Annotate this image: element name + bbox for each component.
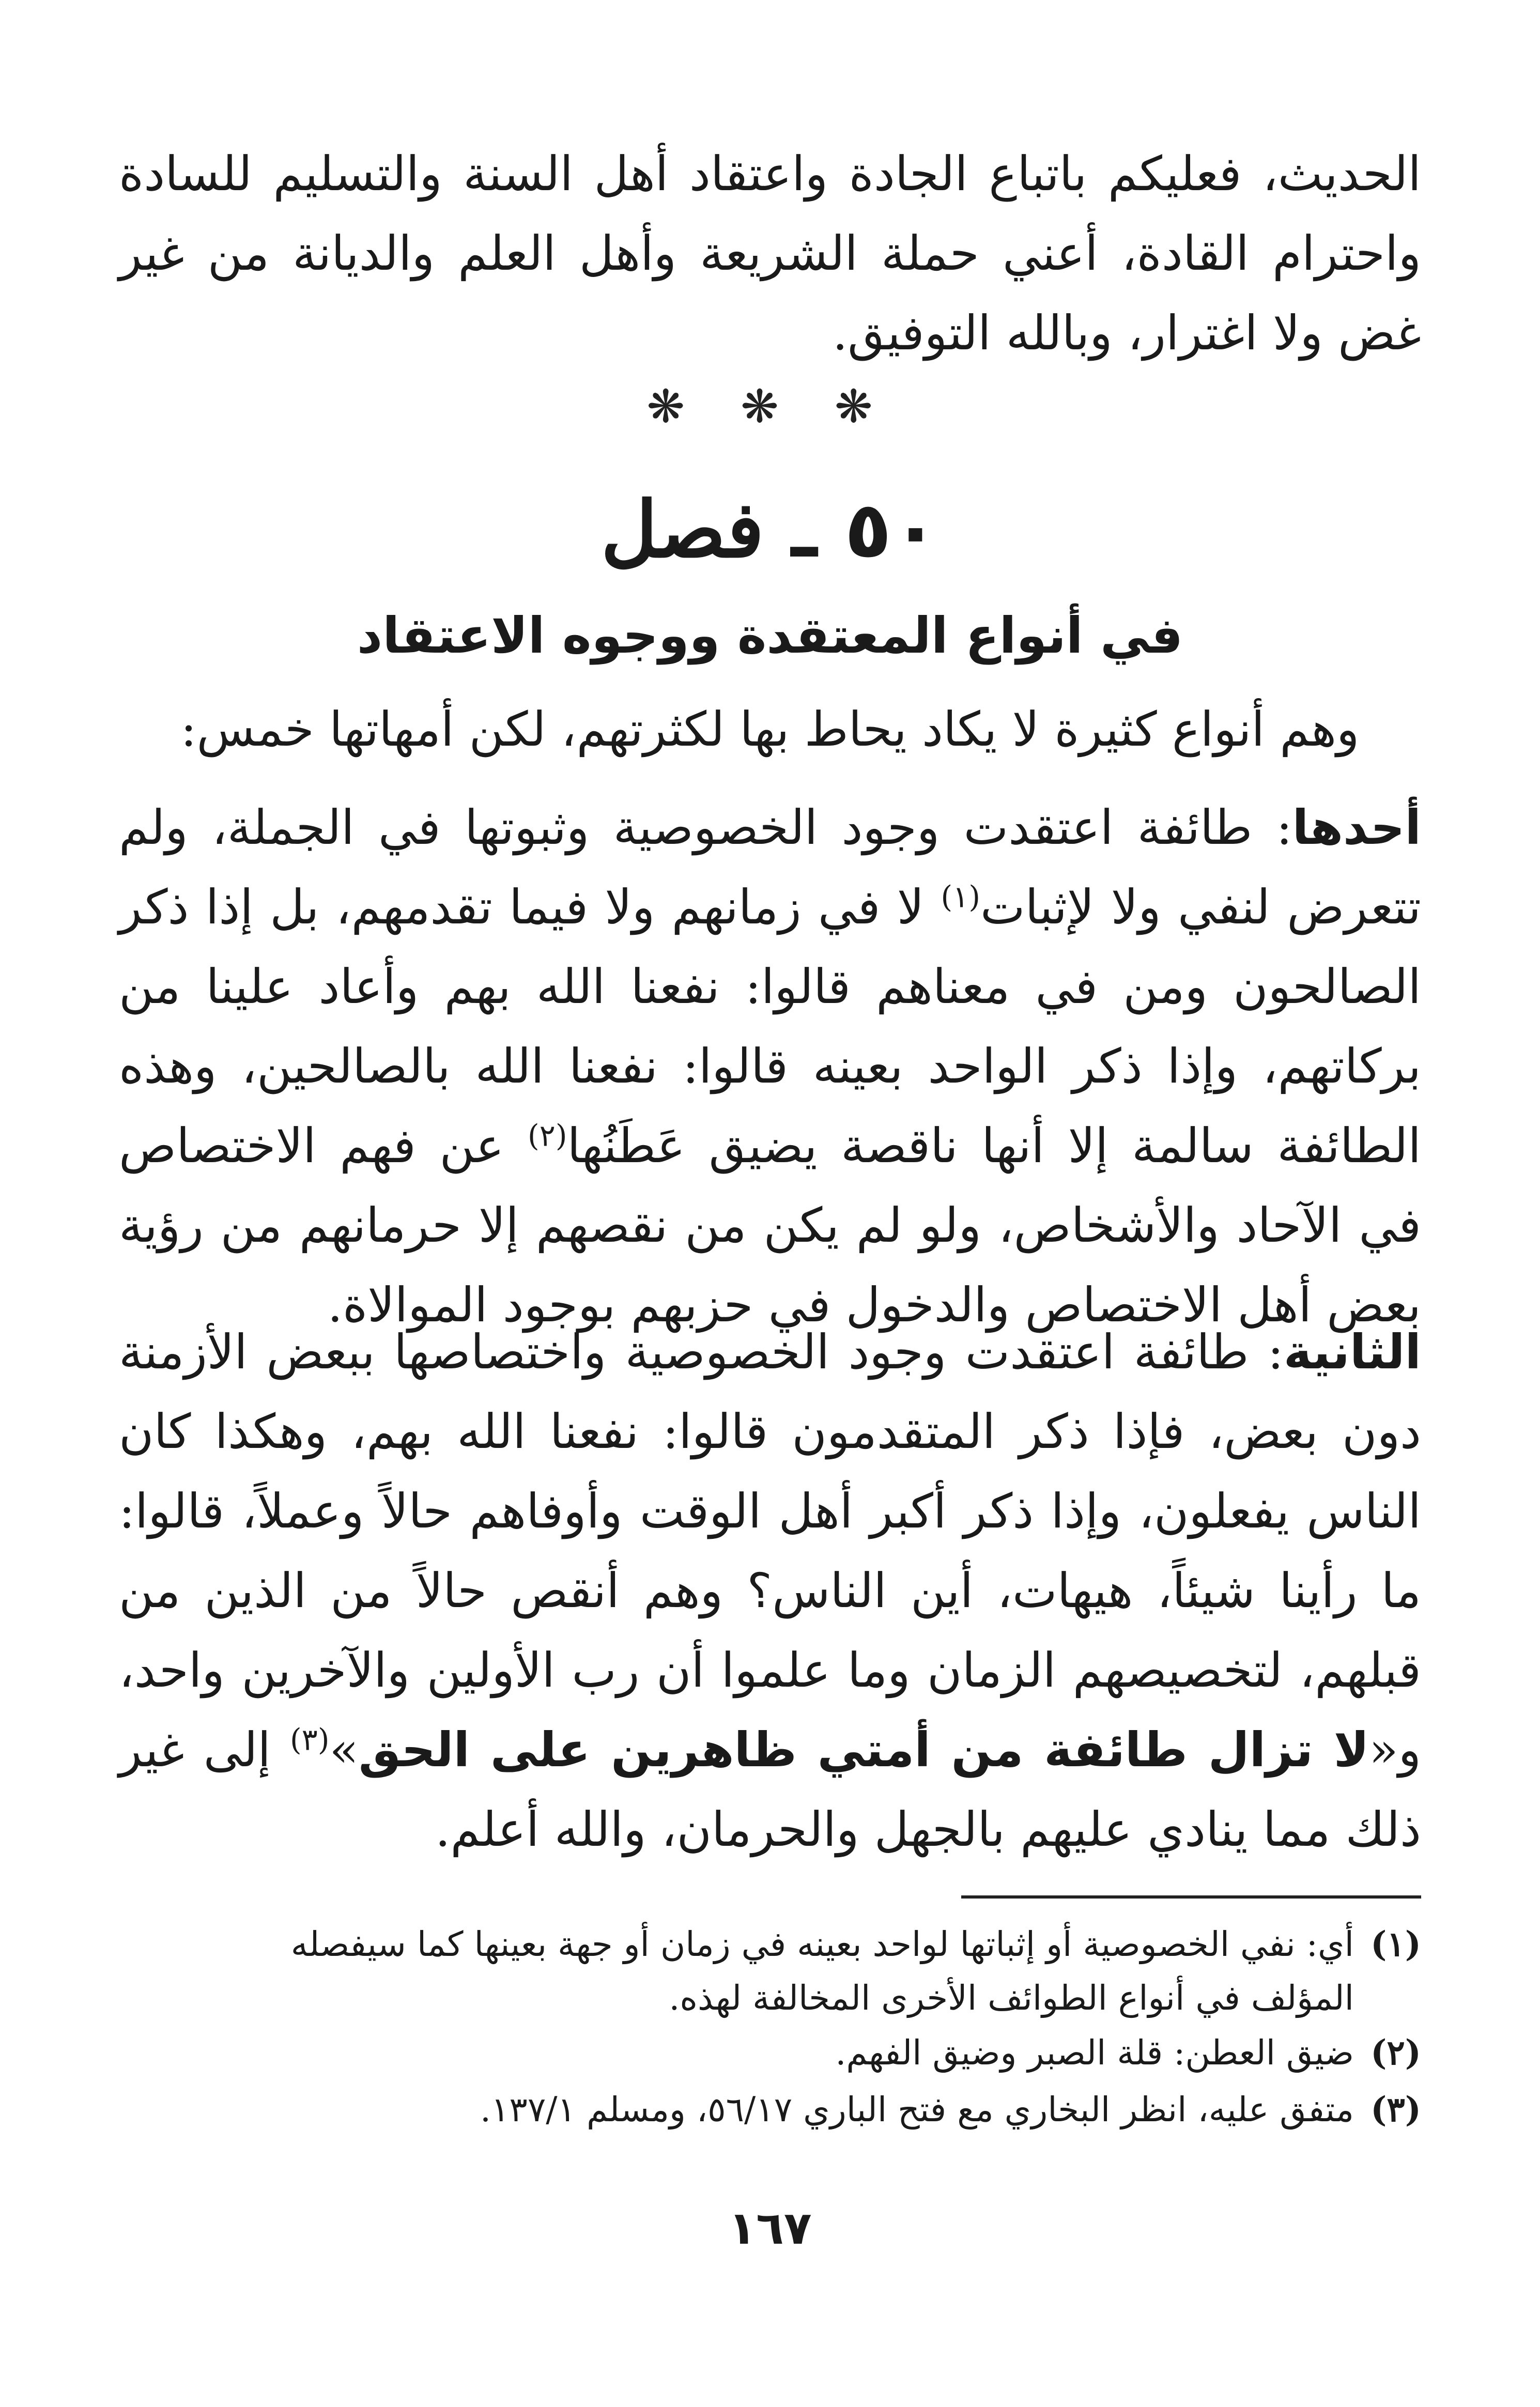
section-number: ٥٠ ـ [791, 485, 940, 575]
quote-close: » [329, 1722, 359, 1778]
section-heading [0, 481, 1540, 579]
lead-text: وهم أنواع كثيرة لا يكاد يحاط بها لكثرتهم، لكن أمهاتها خمس: [180, 702, 1360, 757]
term-second: الثانية [1283, 1324, 1421, 1380]
intro-paragraph [119, 134, 1421, 373]
section-word: فصل [600, 484, 764, 575]
footnote-3 [119, 2082, 1421, 2137]
paragraph-second-part1: : طائفة اعتقدت وجود الخصوصية واختصاصها ببعض الأزمنة دون بعض، فإذا ذكر المتقدمون قالوا: نفعنا الله بهم، وهكذا كان الناس يفعلون، وإذا ذكر أكبر أهل الوقت وأوفاهم حالاً وعملاً، قالوا: ما رأينا شيئاً، هيهات، أين الناس؟ وهم أنقص حالاً من الذين من قبلهم، لتخصيصهم الزمان وما علموا أن رب الأولين والآخرين واحد، و« [119, 1324, 1421, 1778]
paragraph-first-group [119, 788, 1421, 1345]
footnote-1-number: (١) [1370, 1924, 1421, 1964]
footnote-ref-3[interactable]: (٣) [290, 1722, 330, 1757]
footnote-1-continuation: المؤلف في أنواع الطوائف الأخرى المخالفة لهذه. [669, 1978, 1354, 2018]
footnote-2-number: (٢) [1370, 2032, 1421, 2073]
paragraph-first-part3: عن فهم الاختصاص في الآحاد والأشخاص، ولو لم يكن من نقصهم إلا حرمانهم من رؤية بعض أهل الاختصاص والدخول في حزبهم بوجود الموالاة. [119, 1118, 1421, 1333]
intro-text: الحديث، فعليكم باتباع الجادة واعتقاد أهل السنة والتسليم للسادة واحترام القادة، أعني حملة الشريعة وأهل العلم والديانة من غير غض ولا اغترار، وبالله التوفيق. [119, 146, 1421, 361]
paragraph-first-part1: : طائفة اعتقدت وجود الخصوصية وثبوتها في الجملة، ولم تتعرض لنفي ولا لإثبات [119, 800, 1421, 935]
lead-paragraph [119, 690, 1421, 769]
footnote-3-text: متفق عليه، انظر البخاري مع فتح الباري ٥٦/١٧، ومسلم ١٣٧/١. [480, 2090, 1354, 2130]
paragraph-second-part2: إلى غير ذلك مما ينادي عليهم بالجهل والحرمان، والله أعلم. [119, 1722, 1421, 1857]
paragraph-first-text [119, 788, 1421, 1345]
section-subtitle: في أنواع المعتقدة ووجوه الاعتقاد [357, 607, 1183, 665]
footnote-1 [119, 1917, 1421, 2025]
page-number: ١٦٧ [728, 2201, 812, 2255]
footnote-3-number: (٣) [1370, 2089, 1421, 2130]
paragraph-second-group [119, 1313, 1421, 1870]
footnote-2 [119, 2026, 1421, 2080]
footnote-divider [961, 1895, 1421, 1899]
footnote-1-text: أي: نفي الخصوصية أو إثباتها لواحد بعينه في زمان أو جهة بعينها كما سيفصله [290, 1924, 1354, 1964]
footnote-ref-1[interactable]: (١) [941, 879, 980, 915]
section-ornament: ❋ ❋ ❋ [646, 380, 894, 433]
footnote-ref-2[interactable]: (٢) [528, 1118, 567, 1153]
footnote-2-text: ضيق العطن: قلة الصبر وضيق الفهم. [835, 2033, 1354, 2073]
term-first: أحدها [1292, 800, 1421, 855]
paragraph-second-text [119, 1313, 1421, 1870]
hadith-quote: لا تزال طائفة من أمتي ظاهرين على الحق [358, 1722, 1369, 1778]
paragraph-first-part2: لا في زمانهم ولا فيما تقدمهم، بل إذا ذكر الصالحون ومن في معناهم قالوا: نفعنا الله بهم وأعاد علينا من بركاتهم، وإذا ذكر الواحد بعينه قالوا: نفعنا الله بالصالحين، وهذه الطائفة سالمة إلا أنها ناقصة يضيق عَطَنُها [119, 880, 1421, 1174]
